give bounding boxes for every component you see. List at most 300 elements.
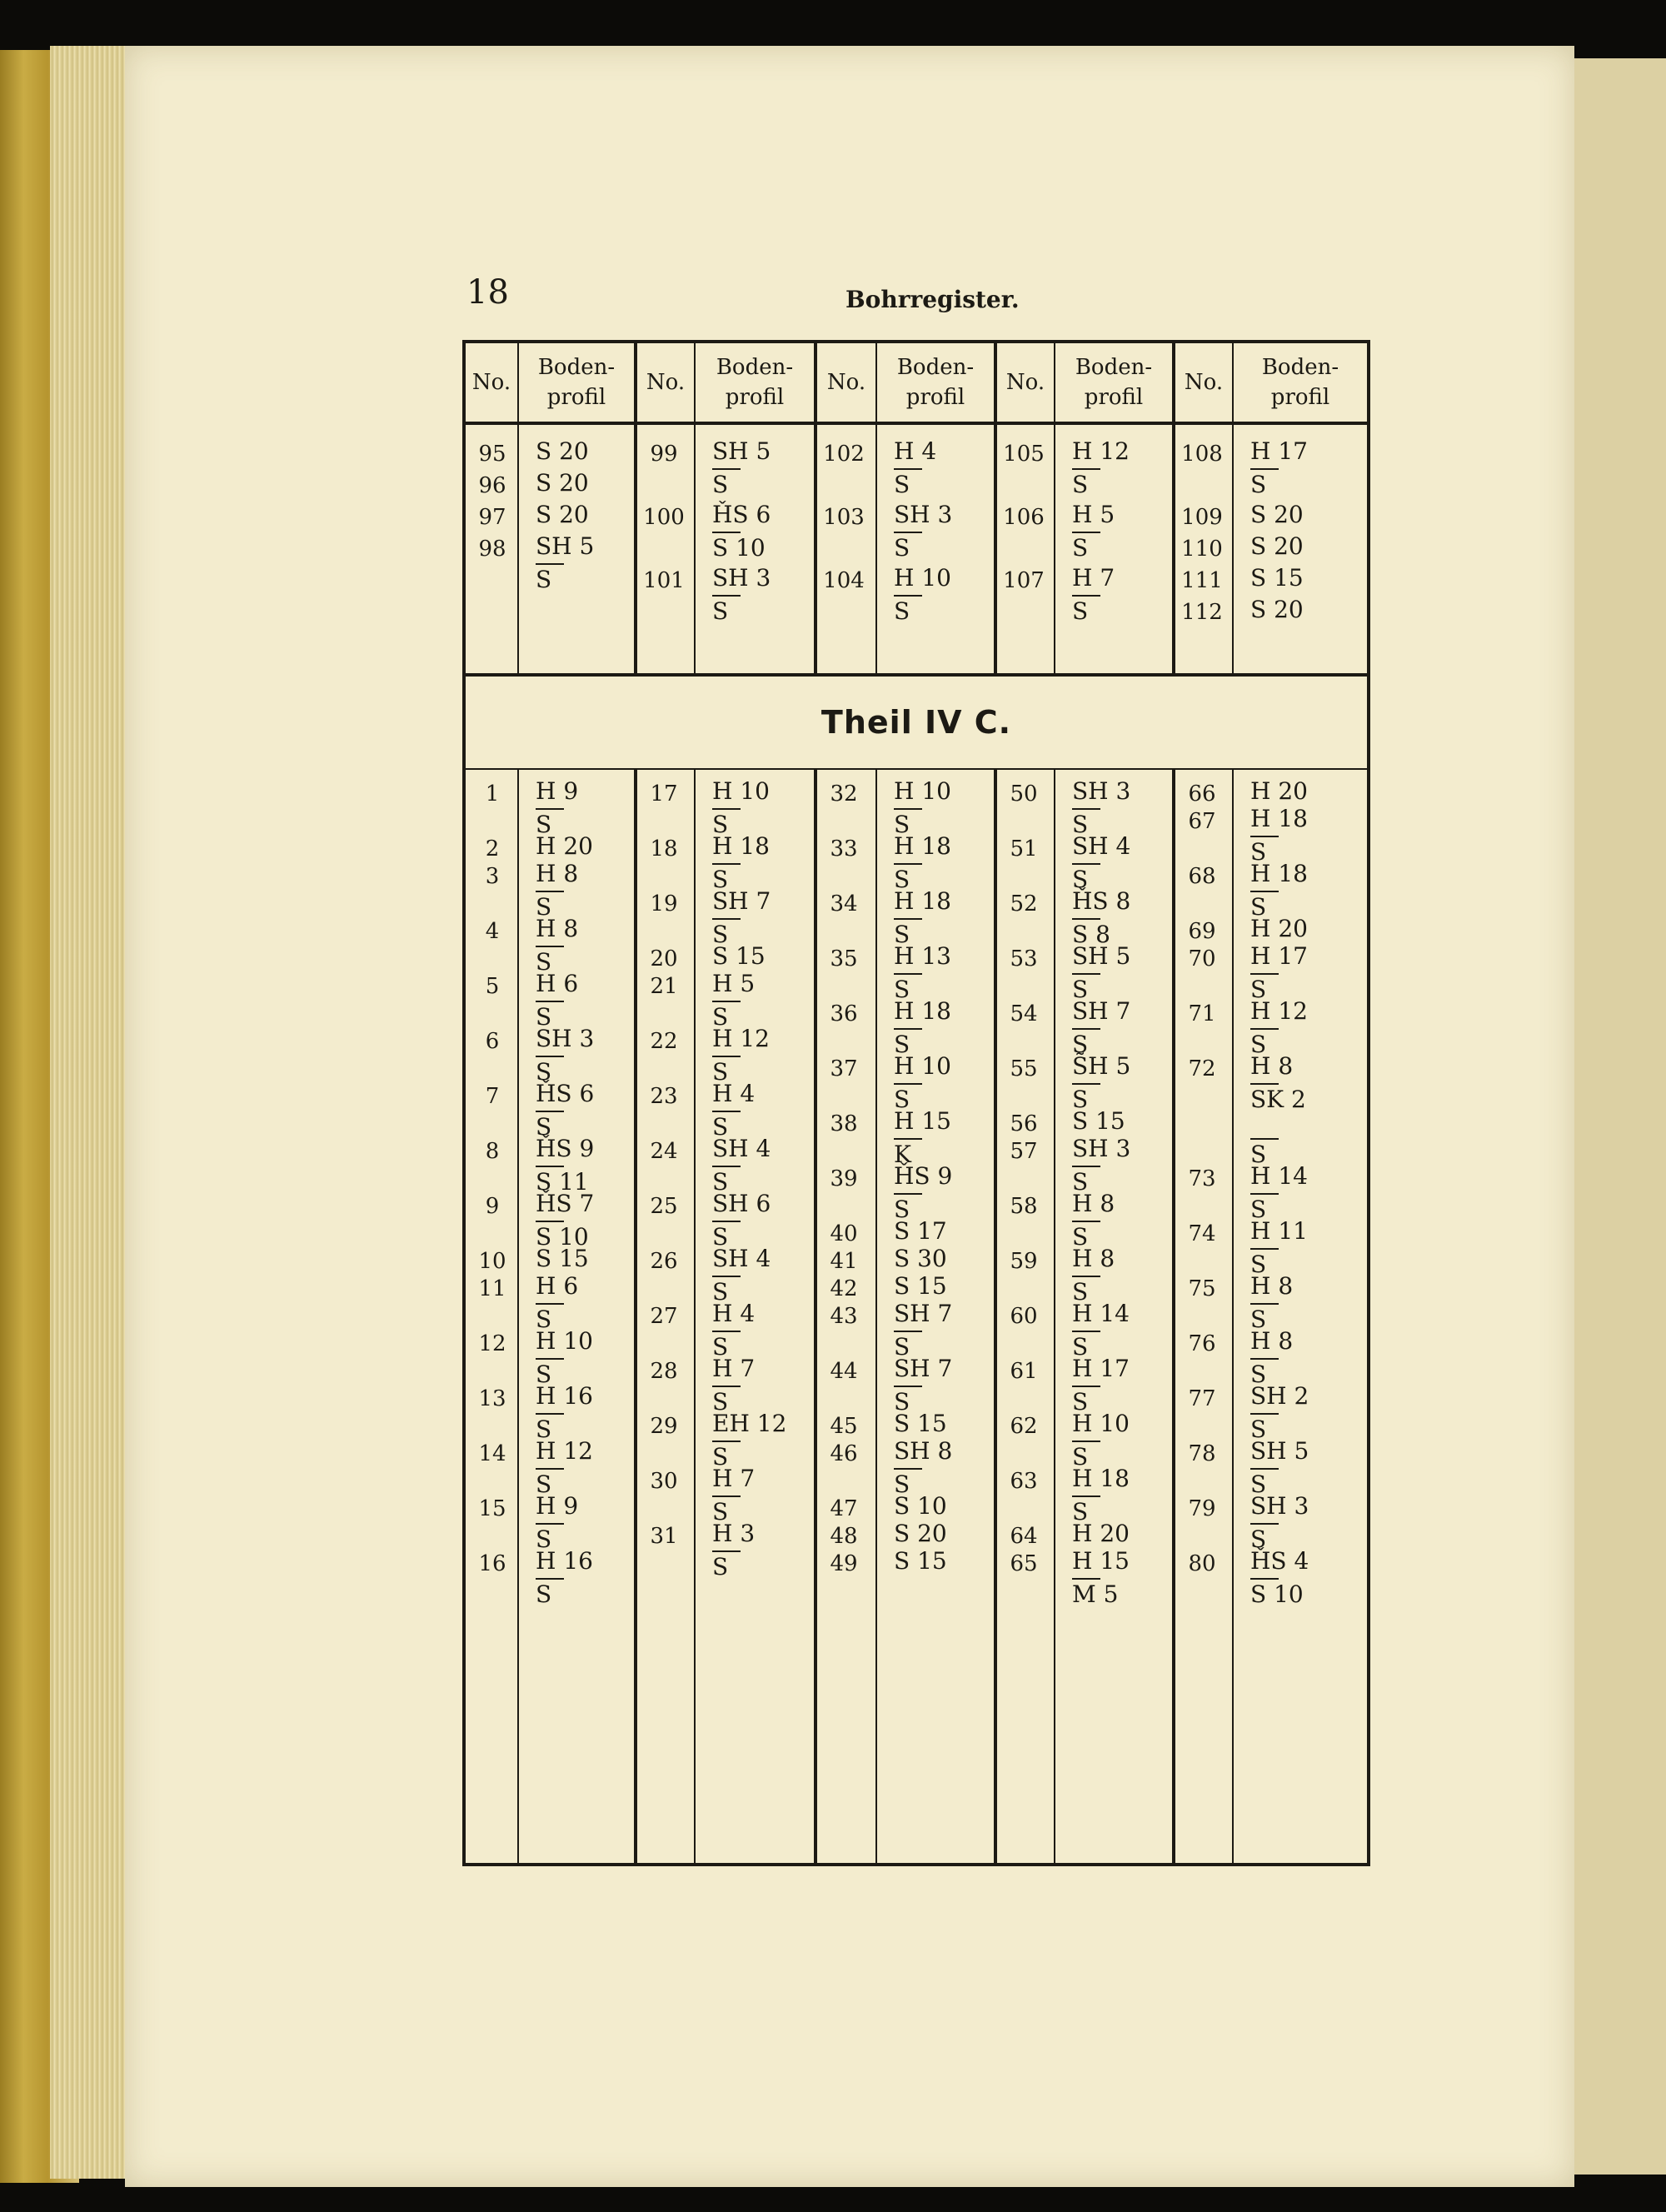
entry-number: 67 — [1188, 809, 1216, 834]
profile-upper: H 17 — [1072, 1355, 1130, 1382]
entry-number: 58 — [1010, 1194, 1038, 1219]
no-column — [466, 768, 519, 1863]
profile-upper: ȞS 9 — [894, 1162, 953, 1190]
entry-number: 24 — [650, 1139, 678, 1164]
profile-upper: H 10 — [894, 777, 951, 805]
profile-lower: S 8 — [1072, 921, 1110, 948]
profile-upper: H 15 — [1072, 1547, 1130, 1575]
profile-lower: S — [894, 1333, 910, 1361]
entry-number: 43 — [830, 1304, 858, 1329]
profile-lower: S — [894, 1471, 910, 1498]
page-number: 18 — [466, 273, 509, 312]
no-column — [997, 768, 1055, 1863]
profile-lower: S — [1072, 534, 1089, 562]
profile-upper: S 20 — [1250, 532, 1304, 560]
profile-upper: H 12 — [1072, 437, 1130, 465]
profile-lower: S 10 — [536, 1223, 589, 1251]
header-bodenprofil: Boden- profil — [877, 343, 997, 422]
profile-upper: SH 5 — [1072, 942, 1131, 970]
profile-lower: S 10 — [1250, 1580, 1304, 1608]
profile-upper: H 5 — [1072, 501, 1115, 528]
profile-lower: S — [894, 921, 910, 948]
profile-lower: S — [894, 866, 910, 893]
profile-lower: S — [712, 1498, 729, 1525]
profile-upper: SH 3 — [1072, 777, 1131, 805]
bodenprofil-column — [519, 425, 637, 673]
profile-upper: S 17 — [894, 1217, 947, 1245]
profile-lower: S — [894, 1086, 910, 1113]
profile-upper: S 20 — [536, 437, 589, 465]
entry-number: 47 — [830, 1496, 858, 1521]
bodenprofil-column — [1234, 768, 1367, 1863]
profile-lower: M 5 — [1072, 1580, 1119, 1608]
profile-upper: H 16 — [536, 1382, 593, 1410]
entry-number: 17 — [650, 781, 678, 806]
profile-lower: S — [536, 1580, 552, 1608]
entry-number: 61 — [1010, 1359, 1038, 1384]
profile-upper: SH 7 — [1072, 997, 1131, 1025]
profile-upper: SH 7 — [712, 887, 771, 915]
header-no: No. — [1175, 343, 1234, 422]
profile-upper: H 7 — [712, 1465, 756, 1492]
entry-number: 110 — [1181, 537, 1223, 562]
profile-upper: S 15 — [1250, 564, 1304, 592]
profile-lower: S — [1072, 1388, 1089, 1416]
soil-profile — [1234, 437, 1308, 502]
entry-number: 11 — [478, 1276, 506, 1301]
entry-number: 19 — [650, 891, 678, 916]
entry-number: 77 — [1188, 1386, 1216, 1411]
profile-lower: S — [712, 866, 729, 893]
profile-upper: SH 5 — [712, 437, 771, 465]
profile-upper: S 15 — [894, 1410, 947, 1437]
entry-number: 112 — [1181, 600, 1223, 625]
profile-upper: ȞS 8 — [1072, 887, 1131, 915]
profile-upper: S 20 — [894, 1520, 947, 1547]
entry-number: 104 — [823, 568, 865, 593]
profile-upper: H 4 — [712, 1300, 756, 1327]
entry-number: 102 — [823, 442, 865, 467]
profile-upper: H 20 — [1250, 777, 1308, 805]
profile-lower: S — [1072, 1086, 1089, 1113]
entry-number: 52 — [1010, 891, 1038, 916]
profile-lower: S — [712, 1443, 729, 1471]
entry-number: 71 — [1188, 1001, 1216, 1026]
soil-profile — [1234, 500, 1304, 532]
profile-upper: SH 8 — [894, 1437, 953, 1465]
facing-page-edge — [1574, 58, 1666, 2175]
profile-lower: K — [894, 1141, 911, 1168]
profile-lower: S — [536, 1058, 552, 1086]
profile-upper: H 18 — [894, 887, 951, 915]
profile-upper: SH 3 — [536, 1025, 595, 1052]
entry-number: 97 — [478, 505, 506, 530]
entry-number: 48 — [830, 1524, 858, 1549]
soil-profile — [877, 437, 936, 502]
entry-number: 18 — [650, 836, 678, 861]
entry-number: 31 — [650, 1524, 678, 1549]
profile-lower: S — [536, 811, 552, 838]
profile-lower: S — [1250, 471, 1267, 498]
profile-lower: S — [536, 1525, 552, 1553]
entry-number: 68 — [1188, 864, 1216, 889]
entry-number: 12 — [478, 1331, 506, 1356]
profile-upper: H 10 — [536, 1327, 593, 1355]
profile-lower: S — [536, 1471, 552, 1498]
profile-upper: S 20 — [536, 469, 589, 497]
profile-lower: S — [1250, 1525, 1267, 1553]
bodenprofil-column — [877, 425, 997, 673]
profile-upper: SH 3 — [894, 501, 953, 528]
soil-profile — [1055, 437, 1130, 502]
profile-upper: H 12 — [536, 1437, 593, 1465]
profile-lower: S — [712, 1333, 729, 1361]
profile-upper: H 12 — [1250, 997, 1308, 1025]
profile-upper: SH 4 — [712, 1245, 771, 1272]
profile-upper: H 3 — [712, 1520, 756, 1547]
profile-lower: S — [712, 1278, 729, 1306]
profile-lower: S — [536, 1361, 552, 1388]
profile-lower: S — [1250, 1416, 1267, 1443]
profile-upper: ȞS 6 — [536, 1080, 595, 1107]
entry-number: 9 — [485, 1194, 500, 1219]
no-column — [817, 768, 877, 1863]
entry-number: 111 — [1181, 568, 1223, 593]
soil-profile — [519, 500, 589, 532]
profile-lower: S 11 — [536, 1168, 589, 1196]
entry-number: 21 — [650, 974, 678, 999]
entry-number: 13 — [478, 1386, 506, 1411]
section-title: Theil IV C. — [466, 677, 1367, 770]
profile-upper: H 7 — [712, 1355, 756, 1382]
no-column — [817, 425, 877, 673]
entry-number: 105 — [1003, 442, 1045, 467]
soil-profile — [519, 532, 594, 597]
bodenprofil-column — [696, 425, 817, 673]
profile-upper: H 11 — [1250, 1217, 1308, 1245]
entry-number: 39 — [830, 1166, 858, 1191]
profile-upper: S 15 — [712, 942, 766, 970]
profile-upper: H 20 — [1250, 915, 1308, 942]
profile-lower: S — [536, 1113, 552, 1141]
soil-profile — [519, 468, 589, 500]
entry-number: 10 — [478, 1249, 506, 1274]
profile-lower: S — [1250, 1361, 1267, 1388]
entry-number: 62 — [1010, 1414, 1038, 1439]
entry-number: 65 — [1010, 1551, 1038, 1576]
profile-upper: H 13 — [894, 942, 951, 970]
no-column — [466, 425, 519, 673]
profile-upper: H 7 — [1072, 564, 1115, 592]
profile-lower: S — [712, 471, 729, 498]
profile-upper: ȞS 9 — [536, 1135, 595, 1162]
profile-lower: S — [536, 948, 552, 976]
soil-profile — [696, 500, 771, 565]
entry-number: 98 — [478, 537, 506, 562]
entry-number: 74 — [1188, 1221, 1216, 1246]
profile-lower: S — [1072, 1031, 1089, 1058]
profile-lower: S — [712, 811, 729, 838]
no-column — [637, 425, 696, 673]
profile-upper: H 8 — [1072, 1190, 1115, 1217]
soil-profile — [519, 437, 589, 468]
entry-number: 59 — [1010, 1249, 1038, 1274]
profile-upper: S̃H 5 — [1072, 1052, 1131, 1080]
profile-upper: H 15 — [894, 1107, 951, 1135]
entry-number: 73 — [1188, 1166, 1216, 1191]
entry-number: 54 — [1010, 1001, 1038, 1026]
profile-lower: S — [1250, 1031, 1267, 1058]
profile-lower: S — [1072, 1498, 1089, 1525]
soil-profile — [1234, 563, 1304, 595]
entry-number: 69 — [1188, 919, 1216, 944]
entry-number: 40 — [830, 1221, 858, 1246]
profile-upper: SH 7 — [894, 1300, 953, 1327]
profile-lower: S — [536, 566, 552, 593]
profile-upper — [1234, 1106, 1279, 1138]
entry-number: 42 — [830, 1276, 858, 1301]
profile-upper: SH 7 — [894, 1355, 953, 1382]
profile-lower: S — [1250, 893, 1267, 921]
soil-profile — [696, 437, 771, 502]
no-column — [1175, 768, 1234, 1863]
entry-number: 25 — [650, 1194, 678, 1219]
profile-lower: S — [712, 1553, 729, 1580]
soil-profile — [1055, 563, 1115, 628]
entry-number: 56 — [1010, 1111, 1038, 1136]
entry-number: 34 — [830, 891, 858, 916]
profile-lower: S — [1072, 866, 1089, 893]
profile-upper: H 18 — [1072, 1465, 1130, 1492]
entry-number: 37 — [830, 1056, 858, 1081]
profile-upper: SH 5 — [1250, 1437, 1309, 1465]
profile-upper: ȞS 7 — [536, 1190, 595, 1217]
profile-lower: S — [712, 1058, 729, 1086]
entry-number: 50 — [1010, 781, 1038, 806]
profile-upper: SH 6 — [712, 1190, 771, 1217]
profile-upper: ȞS 4 — [1250, 1547, 1309, 1575]
profile-upper: S 20 — [1250, 501, 1304, 528]
entry-number: 57 — [1010, 1139, 1038, 1164]
profile-upper: H 18 — [712, 832, 770, 860]
entry-number: 36 — [830, 1001, 858, 1026]
entry-number: 106 — [1003, 505, 1045, 530]
entry-number: 26 — [650, 1249, 678, 1274]
profile-upper: SH 2 — [1250, 1382, 1309, 1410]
entry-number: 101 — [643, 568, 685, 593]
profile-upper: EH 12 — [712, 1410, 787, 1437]
profile-lower: S — [894, 1031, 910, 1058]
profile-lower: S — [894, 976, 910, 1003]
header-bodenprofil: Boden- profil — [1261, 355, 1339, 410]
entry-number: 38 — [830, 1111, 858, 1136]
profile-upper: H 10 — [894, 1052, 951, 1080]
profile-upper: H 18 — [1250, 805, 1308, 832]
profile-lower: S — [1250, 1306, 1267, 1333]
profile-upper: S 15 — [894, 1547, 947, 1575]
profile-upper: SH 3 — [1072, 1135, 1131, 1162]
profile-lower: S — [536, 893, 552, 921]
entry-number: 75 — [1188, 1276, 1216, 1301]
profile-lower: S — [1072, 1278, 1089, 1306]
entry-number: 109 — [1181, 505, 1223, 530]
profile-upper: H 8 — [1250, 1327, 1294, 1355]
entry-number: 60 — [1010, 1304, 1038, 1329]
entry-number: 96 — [478, 473, 506, 498]
profile-upper: S 20 — [1250, 596, 1304, 623]
soil-profile — [1055, 1546, 1130, 1611]
profile-upper: H 8 — [1072, 1245, 1115, 1272]
soil-profile — [877, 500, 952, 565]
profile-upper: S 15 — [1072, 1107, 1125, 1135]
profile-upper: H 18 — [1250, 860, 1308, 887]
profile-upper: H 14 — [1250, 1162, 1308, 1190]
table-section-2 — [466, 768, 1367, 1863]
profile-lower: S — [1072, 597, 1089, 625]
profile-upper: H 10 — [1072, 1410, 1130, 1437]
soil-profile — [877, 563, 951, 628]
no-column — [637, 768, 696, 1863]
soil-profile — [1055, 500, 1115, 565]
profile-lower: S — [1250, 1196, 1267, 1223]
entry-number: 7 — [485, 1084, 500, 1109]
profile-lower: S — [1250, 976, 1267, 1003]
running-head: Bohrregister. — [845, 286, 1020, 313]
entry-number: 27 — [650, 1304, 678, 1329]
profile-upper: H 5 — [712, 970, 756, 997]
profile-upper: H 6 — [536, 1272, 579, 1300]
entry-number: 55 — [1010, 1056, 1038, 1081]
entry-number: 44 — [830, 1359, 858, 1384]
profile-upper: S 15 — [894, 1272, 947, 1300]
header-no: No. — [466, 343, 519, 422]
profile-upper: H 17 — [1250, 942, 1308, 970]
profile-upper: H 20 — [536, 832, 593, 860]
entry-number: 95 — [478, 442, 506, 467]
profile-upper: H 9 — [536, 1492, 579, 1520]
header-no: No. — [637, 343, 696, 422]
profile-upper: H 17 — [1250, 437, 1308, 465]
entry-number: 49 — [830, 1551, 858, 1576]
profile-lower: S — [536, 1306, 552, 1333]
profile-upper: SH 5 — [536, 532, 595, 560]
entry-number: 66 — [1188, 781, 1216, 806]
profile-lower: S — [894, 471, 910, 498]
entry-number: 5 — [485, 974, 500, 999]
profile-upper: S 20 — [536, 501, 589, 528]
profile-upper: H 18 — [894, 997, 951, 1025]
profile-upper: H 14 — [1072, 1300, 1130, 1327]
soil-profile — [696, 1519, 755, 1584]
profile-lower: S — [536, 1416, 552, 1443]
soil-profile — [1234, 1546, 1309, 1611]
entry-number: 16 — [478, 1551, 506, 1576]
profile-upper: H 9 — [536, 777, 579, 805]
profile-lower: S — [1072, 1168, 1089, 1196]
profile-lower: S — [1250, 1471, 1267, 1498]
profile-upper: S 30 — [894, 1245, 947, 1272]
profile-upper: H 12 — [712, 1025, 770, 1052]
profile-upper: H 16 — [536, 1547, 593, 1575]
profile-lower: S — [536, 1003, 552, 1031]
entry-number: 28 — [650, 1359, 678, 1384]
profile-lower: S — [712, 1003, 729, 1031]
profile-lower: S — [1072, 1223, 1089, 1251]
profile-lower: S — [712, 1168, 729, 1196]
entry-number: 30 — [650, 1469, 678, 1494]
profile-upper: ȞS 6 — [712, 501, 771, 528]
header-bodenprofil: Boden- profil — [1055, 343, 1175, 422]
entry-number: 35 — [830, 946, 858, 971]
profile-upper: H 20 — [1072, 1520, 1130, 1547]
profile-upper: H 10 — [712, 777, 770, 805]
entry-number: 2 — [485, 836, 500, 861]
entry-number: 1 — [485, 781, 500, 806]
profile-lower: S — [712, 597, 729, 625]
entry-number: 63 — [1010, 1469, 1038, 1494]
entry-number: 100 — [643, 505, 685, 530]
entry-number: 3 — [485, 864, 500, 889]
profile-lower: S — [712, 921, 729, 948]
profile-lower: S — [894, 811, 910, 838]
bohrregister-table — [462, 340, 1370, 1866]
no-column — [1175, 425, 1234, 673]
profile-lower: S — [1250, 838, 1267, 866]
entry-number: 51 — [1010, 836, 1038, 861]
entry-number: 46 — [830, 1441, 858, 1466]
profile-upper: H 8 — [536, 860, 579, 887]
profile-upper: H 8 — [536, 915, 579, 942]
profile-lower: S — [1072, 1333, 1089, 1361]
bodenprofil-column — [1055, 768, 1175, 1863]
profile-upper: H 8 — [1250, 1052, 1294, 1080]
profile-lower: S — [712, 1223, 729, 1251]
profile-lower: S 10 — [712, 534, 766, 562]
entry-number: 32 — [830, 781, 858, 806]
entry-number: 41 — [830, 1249, 858, 1274]
profile-lower: S — [712, 1388, 729, 1416]
profile-upper: H 4 — [894, 437, 937, 465]
profile-upper: SH 3 — [712, 564, 771, 592]
entry-number: 23 — [650, 1084, 678, 1109]
profile-lower: SK 2 — [1250, 1086, 1306, 1113]
profile-upper: H 4 — [712, 1080, 756, 1107]
bodenprofil-column — [1234, 425, 1367, 673]
soil-profile — [696, 563, 771, 628]
entry-number: 108 — [1181, 442, 1223, 467]
soil-profile — [1234, 532, 1304, 563]
entry-number: 6 — [485, 1029, 500, 1054]
profile-lower: S — [894, 1196, 910, 1223]
entry-number: 14 — [478, 1441, 506, 1466]
bodenprofil-column — [877, 768, 997, 1863]
no-column — [997, 425, 1055, 673]
entry-number: 103 — [823, 505, 865, 530]
profile-lower: S — [894, 597, 910, 625]
entry-number: 107 — [1003, 568, 1045, 593]
profile-lower: S — [1250, 1251, 1267, 1278]
entry-number: 20 — [650, 946, 678, 971]
bodenprofil-column — [696, 768, 817, 1863]
header-bodenprofil: Boden- profil — [696, 343, 817, 422]
profile-upper: H 6 — [536, 970, 579, 997]
entry-number: 99 — [650, 442, 678, 467]
profile-upper: H 8 — [1250, 1272, 1294, 1300]
profile-lower: S — [894, 534, 910, 562]
entry-number: 15 — [478, 1496, 506, 1521]
entry-number: 29 — [650, 1414, 678, 1439]
header-no: No. — [817, 343, 877, 422]
